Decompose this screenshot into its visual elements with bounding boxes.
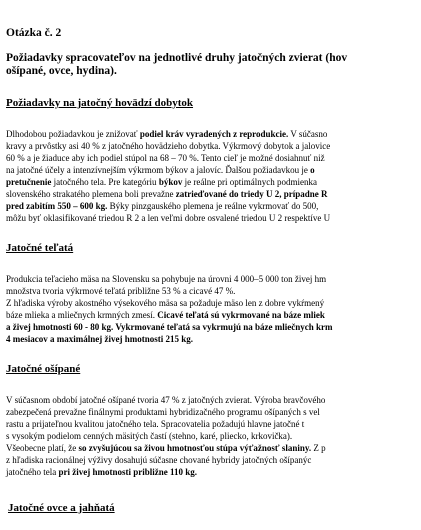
main-heading-line-2: ošípané, ovce, hydina). (6, 65, 117, 77)
section-heading-sheep: Jatočné ovce a jahňatá (8, 502, 115, 514)
paragraph-line: 4 mesiacov a maximálnej živej hmotnosti 215 kg. (6, 334, 193, 344)
paragraph-line: 60 % a je žiaduce aby ich podiel stúpol na 68 – 70 %. Tento cieľ je možné dosiahnuť niž (6, 153, 325, 163)
question-title: Otázka č. 2 (6, 27, 62, 39)
paragraph-line: z hľadiska racionálnej výživy dosahujú súčasne chované hybridy jatočných ošípanýc (6, 455, 312, 465)
paragraph-line: na jatočné účely a intenzívnejším výkrmom býkov a jalovíc. Ďalšou požiadavkou je o (6, 165, 315, 175)
paragraph-line: Produkcia teľacieho mäsa na Slovensku sa pohybuje na úrovni 4 000–5 000 ton živej hm (6, 274, 327, 284)
main-heading-line-1: Požiadavky spracovateľov na jednotlivé druhy jatočných zvierat (hov (6, 52, 348, 64)
paragraph-line: rastu a prijateľnou kvalitou jatočného tela. Spracovatelia požadujú hlavne jatočné t (6, 419, 305, 429)
paragraph-line: zabezpečená prevažne finálnymi produktami hybridizačného programu ošípaných s vel (6, 407, 320, 417)
paragraph-line: Všeobecne platí, že so zvyšujúcou sa živou hmotnosťou stúpa výťažnosť slaniny. Z p (6, 443, 326, 453)
paragraph-line: pred zabitím 550 – 600 kg. Býky pinzgauského plemena je reálne vykrmovať do 500, (6, 201, 319, 211)
section-heading-calves: Jatočné teľatá (6, 242, 74, 254)
paragraph-line: a živej hmotnosti 60 - 80 kg. Vykrmované teľatá sa vykrmujú na báze mliečnych krm (6, 322, 333, 332)
paragraph-line: s vysokým podielom cenných mäsitých častí (stehno, karé, pliecko, krkovička). (6, 431, 293, 441)
paragraph-line: Z hľadiska výroby akostného výsekového mäsa sa požaduje mäso len z dobre vykŕmený (6, 298, 325, 308)
section-heading-pigs: Jatočné ošípané (6, 363, 81, 375)
paragraph-line: jatočného tela pri živej hmotnosti približne 110 kg. (6, 467, 197, 477)
paragraph-line: môžu byť oklasifikované triedou R 2 a len veľmi dobre osvalené triedou U 2 respektíve U (6, 213, 331, 223)
section-heading-cattle: Požiadavky na jatočný hovädzí dobytok (6, 97, 194, 109)
paragraph-line: pretučnenie jatočného tela. Pre kategóriu býkov je reálne pri optimálnych podmienka (6, 177, 318, 187)
paragraph-line: množstva tvoria výkrmové teľatá približne 53 % a cicavé 47 %. (6, 286, 236, 296)
paragraph-line: slovenského strakatého plemena boli prevažne zatrieďované do triedy U 2, prípadne R (6, 189, 328, 199)
paragraph-line: kravy a prvôstky asi 40 % z jatočného hovädzieho dobytka. Výkrmový dobytok a jalovice (6, 141, 331, 151)
paragraph-line: V súčasnom období jatočné ošípané tvoria 47 % z jatočných zvierat. Výroba bravčového (6, 395, 326, 405)
paragraph-line: báze mlieka a mliečnych krmných zmesí. Cicavé teľatá sú vykrmované na báze mliek (6, 310, 325, 320)
paragraph-line: Dlhodobou požiadavkou je znižovať podiel kráv vyradených z reprodukcie. V súčasno (6, 129, 328, 139)
